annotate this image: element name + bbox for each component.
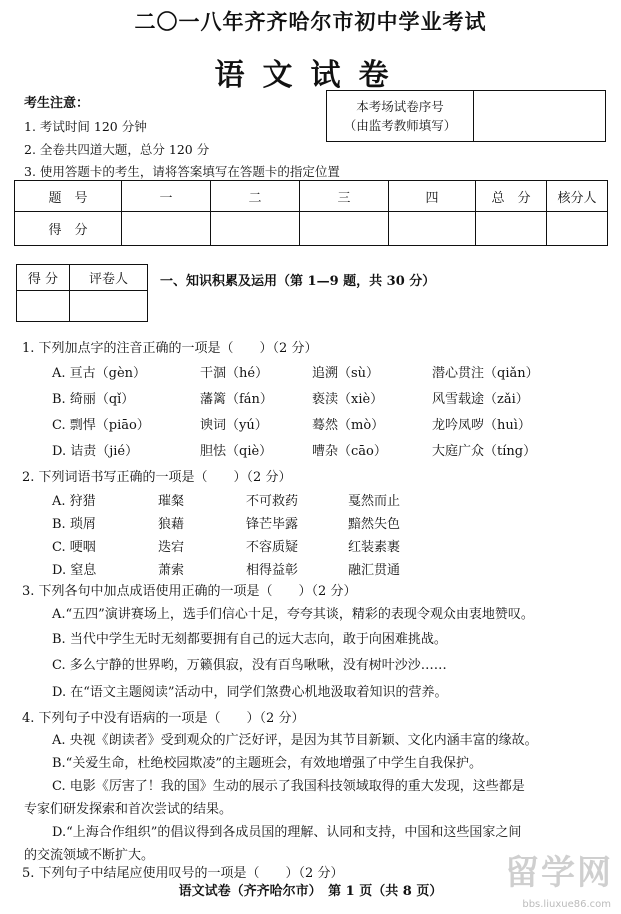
option-text: 嘈杂（cāo） (312, 444, 387, 459)
score-header-cell: 总 分 (476, 181, 547, 212)
option-text: 大庭广众（tíng） (432, 444, 537, 459)
option-text: B. 绮丽（qǐ） (52, 392, 135, 407)
score-header-cell: 一 (122, 181, 211, 212)
option-text: 萧索 (158, 563, 185, 578)
option-line: 专家们研发探索和首次尝试的结果。 (24, 802, 233, 817)
seat-number-label (327, 91, 474, 142)
option-text: 蓦然（mò） (312, 418, 385, 433)
option-text: A. 亘古（gèn） (52, 366, 147, 381)
option-line: B. 当代中学生无时无刻都要拥有自己的远大志向，敢于向困难挑战。 (52, 632, 447, 647)
option-line: C. 电影《厉害了！我的国》生动的展示了我国科技领域取得的重大发现，这些都是 (52, 779, 525, 794)
grader-score-cell[interactable] (17, 291, 70, 322)
option-text: B. 琐屑 (52, 517, 96, 532)
watermark-logo: 留学网 (505, 853, 613, 893)
option-text: 红装素裹 (348, 540, 401, 555)
seat-box-line2: （由监考教师填写） (343, 118, 457, 133)
rule-2: 2. 全卷共四道大题，总分 120 分 (24, 142, 210, 157)
q4-stem: 4. 下列句子中没有语病的一项是（ ）（2 分） (22, 711, 305, 726)
score-cell[interactable] (389, 212, 476, 246)
rule-3: 3. 使用答题卡的考生，请将答案填写在答题卡的指定位置 (24, 164, 340, 179)
q3-stem: 3. 下列各句中加点成语使用正确的一项是（ ）（2 分） (22, 584, 357, 599)
option-text: 追溯（sù） (312, 366, 380, 381)
seat-number-box (326, 90, 606, 142)
option-text: 胆怯（qiè） (200, 444, 273, 459)
q5-stem: 5. 下列句子中结尾应使用叹号的一项是（ ）（2 分） (22, 866, 344, 881)
option-text: 不容质疑 (246, 540, 299, 555)
score-table (14, 180, 608, 246)
option-text: 璀粲 (158, 494, 185, 509)
option-text: D. 诘责（jié） (52, 444, 139, 459)
watermark-url: bbs.liuxue86.com (522, 899, 611, 910)
grader-header-score: 得 分 (17, 265, 70, 291)
option-text: 黯然失色 (348, 517, 401, 532)
option-text: A. 狩猎 (52, 494, 96, 509)
score-cell[interactable] (122, 212, 211, 246)
option-text: 迭宕 (158, 540, 185, 555)
option-text: 融汇贯通 (348, 563, 401, 578)
option-line: 的交流领域不断扩大。 (24, 848, 155, 863)
option-text: 谀词（yú） (200, 418, 268, 433)
grader-header-grader: 评卷人 (70, 265, 148, 291)
score-header-cell: 四 (389, 181, 476, 212)
score-cell[interactable] (476, 212, 547, 246)
score-cell[interactable] (547, 212, 608, 246)
section-1-title: 一、知识积累及运用（第 1—9 题，共 30 分） (160, 274, 436, 289)
option-text: C. 剽悍（piāo） (52, 418, 150, 433)
option-line: B.“关爱生命，杜绝校园欺凌”的主题班会，有效地增强了中学生自我保护。 (52, 756, 482, 771)
option-line: D.“上海合作组织”的倡议得到各成员国的理解、认同和支持，中国和这些国家之间 (52, 825, 522, 840)
page-footer: 语文试卷（齐齐哈尔市） 第 1 页（共 8 页） (178, 884, 443, 899)
rule-1: 1. 考试时间 120 分钟 (24, 119, 147, 134)
score-row-label: 得 分 (15, 212, 122, 246)
seat-box-line1: 本考场试卷序号 (356, 99, 444, 114)
option-text: 狼藉 (158, 517, 185, 532)
option-text: 亵渎（xiè） (312, 392, 384, 407)
option-text: 龙吟凤哕（huì） (432, 418, 531, 433)
option-text: 藩篱（fán） (200, 392, 273, 407)
option-text: 相得益彰 (246, 563, 299, 578)
option-line: A.“五四”演讲赛场上，选手们信心十足，夸夸其谈，精彩的表现令观众由衷地赞叹。 (52, 607, 534, 622)
subject-title: 语文试卷 (214, 58, 407, 93)
score-header-cell: 核分人 (547, 181, 608, 212)
option-text: 风雪载途（zǎi） (432, 392, 529, 407)
score-header-cell: 题 号 (15, 181, 122, 212)
option-text: D. 窒息 (52, 563, 97, 578)
grader-box (16, 264, 148, 322)
score-cell[interactable] (211, 212, 300, 246)
q2-stem: 2. 下列词语书写正确的一项是（ ）（2 分） (22, 470, 292, 485)
notice-heading: 考生注意： (24, 96, 90, 111)
option-line: A. 央视《朗读者》受到观众的广泛好评，是因为其节目新颖、文化内涵丰富的缘故。 (52, 733, 538, 748)
score-cell[interactable] (300, 212, 389, 246)
option-text: 干涸（hé） (200, 366, 269, 381)
option-line: D. 在“语文主题阅读”活动中，同学们煞费心机地汲取着知识的营养。 (52, 685, 448, 700)
seat-number-cell[interactable] (474, 91, 606, 142)
option-text: C. 哽咽 (52, 540, 96, 555)
option-text: 潜心贯注（qiǎn） (432, 366, 539, 381)
exam-title: 二〇一八年齐齐哈尔市初中学业考试 (134, 9, 487, 34)
option-text: 戛然而止 (348, 494, 401, 509)
score-header-cell: 二 (211, 181, 300, 212)
option-text: 锋芒毕露 (246, 517, 299, 532)
option-text: 不可救药 (246, 494, 299, 509)
grader-name-cell[interactable] (70, 291, 148, 322)
option-line: C. 多么宁静的世界哟，万籁俱寂，没有百鸟啾啾，没有树叶沙沙…… (52, 658, 447, 673)
q1-stem: 1. 下列加点字的注音正确的一项是（ ）（2 分） (22, 341, 318, 356)
score-header-cell: 三 (300, 181, 389, 212)
